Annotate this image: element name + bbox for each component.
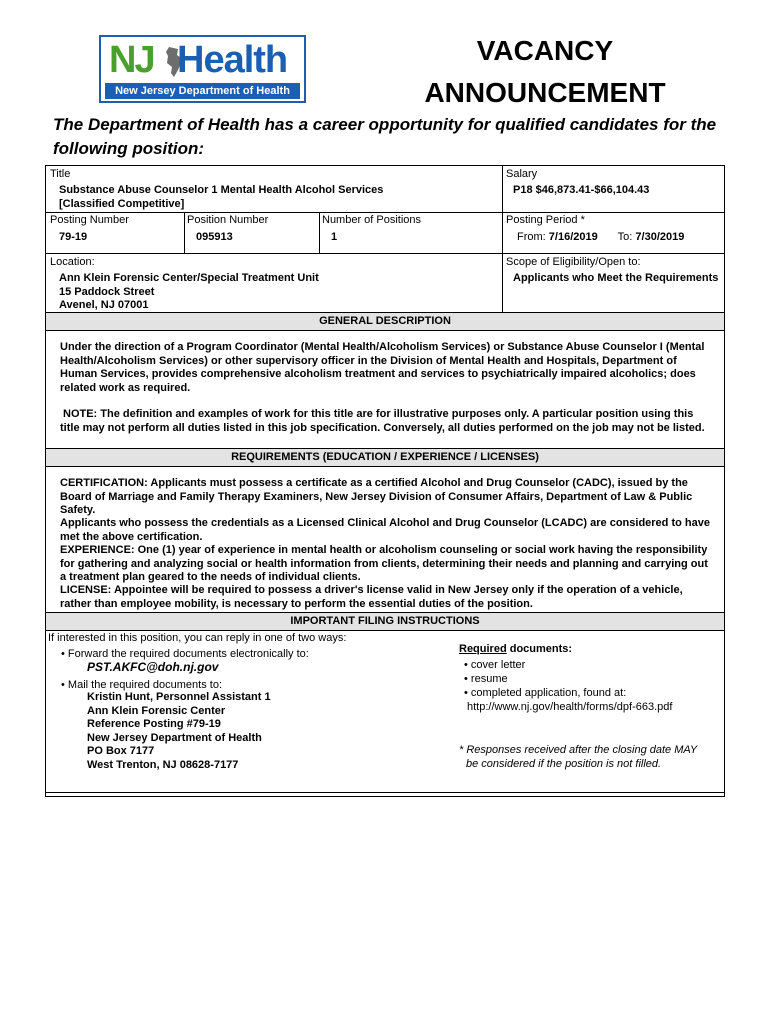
intro-text: The Department of Health has a career opportunity for qualified candidates for the following position:: [53, 115, 717, 158]
document-application: completed application, found at:: [470, 686, 627, 699]
logo-subtitle: New Jersey Department of Health: [105, 83, 300, 99]
to-label: To:: [617, 231, 633, 243]
salary-cell: [506, 167, 721, 198]
title-line-2: ANNOUNCEMENT: [424, 77, 666, 108]
general-note-text: [60, 408, 715, 435]
required-suffix: documents:: [506, 643, 573, 655]
filing-intro: If interested in this position, you can reply in one of two ways:: [48, 632, 347, 644]
title-value: Substance Abuse Counselor 1 Mental Health Alcohol Services: [59, 184, 384, 196]
posting-period-label: Posting Period *: [506, 214, 585, 226]
document-item: [464, 672, 721, 686]
scope-label: Scope of Eligibility/Open to:: [506, 256, 641, 268]
divider: [319, 212, 320, 253]
title-cell: [50, 167, 500, 211]
page-title: [400, 30, 690, 114]
location-cell: [50, 255, 495, 313]
address-line: Kristin Hunt, Personnel Assistant 1: [87, 691, 271, 703]
certification-text: CERTIFICATION: Applicants must possess a certificate as a certified Alcohol and Drug Counselor (CADC), issued by the Board of Marriage and Family Therapy Examiners, New Jersey Division of Consumer Affairs, Department of Law & Public Safety.: [60, 477, 693, 516]
location-line-3: Avenel, NJ 07001: [59, 299, 149, 311]
location-line-2: 15 Paddock Street: [59, 285, 155, 298]
address-line: Ann Klein Forensic Center: [87, 704, 226, 717]
salary-value: P18 $46,873.41-$66,104.43: [513, 184, 650, 196]
posting-number-value: 79-19: [59, 231, 88, 243]
num-positions-value: 1: [331, 231, 338, 243]
option-2-label: Mail the required documents to:: [67, 679, 223, 691]
scope-cell: [506, 255, 721, 286]
mailing-address: [87, 691, 417, 772]
logo-nj-text: NJ: [109, 39, 154, 81]
address-line: Reference Posting #79-19: [87, 718, 221, 730]
location-line-1: Ann Klein Forensic Center/Special Treatment Unit: [59, 272, 319, 284]
footnote-line-1: * Responses received after the closing date MAY: [459, 743, 698, 756]
posting-number-label: Posting Number: [50, 214, 129, 226]
to-date: 7/30/2019: [635, 231, 685, 243]
num-positions-label: Number of Positions: [322, 214, 422, 226]
license-text: LICENSE: Appointee will be required to possess a driver's license valid in New Jersey only if the operation of a vehicle, rather than employee mobility, is necessary to perform the essential duties of the position.: [60, 584, 683, 610]
address-line: New Jersey Department of Health: [87, 731, 262, 744]
num-positions-cell: [322, 213, 497, 245]
lcadc-text: Applicants who possess the credentials as a Licensed Clinical Alcohol and Drug Counselor (LCADC) are considered to have met the above certification.: [60, 517, 710, 543]
from-date: 7/16/2019: [548, 231, 598, 243]
posting-period-cell: [506, 213, 721, 244]
experience-text: EXPERIENCE: One (1) year of experience in mental health or alcoholism counseling or social work having the responsibility for gathering and analyzing social or health information from clients, determining their needs and planning and carrying out a treatment plan geared to the needs of individual clients.: [60, 544, 708, 583]
general-description-header: GENERAL DESCRIPTION: [46, 312, 724, 331]
divider: [184, 212, 185, 253]
divider: [46, 792, 724, 793]
title-line-1: VACANCY: [476, 35, 614, 66]
general-description-text: Under the direction of a Program Coordinator (Mental Health/Alcoholism Services) or Substance Abuse Counselor I (Mental Health/Alcoholism Services) or other supervisory officer in the Division of Mental Health and Hospitals, Department of Human Services, provides comprehensive alcoholism treatment and services to psychiatrically impaired alcoholics; does related work as required.: [60, 341, 705, 394]
address-line: West Trenton, NJ 08628-7177: [87, 758, 239, 771]
application-url[interactable]: http://www.nj.gov/health/forms/dpf-663.pdf: [467, 700, 673, 713]
title-label: Title: [50, 168, 71, 180]
requirements-header: REQUIREMENTS (EDUCATION / EXPERIENCE / LICENSES): [46, 448, 724, 467]
document-resume: resume: [470, 672, 508, 685]
nj-health-logo: [99, 35, 306, 103]
filing-header: IMPORTANT FILING INSTRUCTIONS: [46, 612, 724, 631]
filing-email[interactable]: PST.AKFC@doh.nj.gov: [87, 660, 219, 674]
salary-label: Salary: [506, 168, 538, 180]
title-class: [Classified Competitive]: [59, 197, 185, 210]
document-cover-letter: cover letter: [470, 658, 526, 671]
option-1-text: [61, 647, 421, 661]
note-text: NOTE: The definition and examples of work for this title are for illustrative purposes only. A particular position using this title may not perform all duties listed in this job specification. Conversely, all duties performed on the job may not be listed.: [60, 408, 705, 434]
divider: [46, 253, 724, 254]
vacancy-form: [45, 165, 725, 797]
logo-health-text: Health: [177, 39, 288, 81]
address-line: PO Box 7177: [87, 745, 155, 757]
required-documents: [459, 643, 721, 771]
required-word: Required: [459, 643, 507, 655]
position-number-cell: [187, 213, 317, 245]
required-documents-title: [459, 643, 721, 657]
from-label: From:: [517, 231, 546, 243]
document-item: [464, 658, 721, 672]
scope-value: Applicants who Meet the Requirements: [513, 272, 719, 284]
option-1-label: Forward the required documents electronically to:: [67, 648, 309, 660]
document-item: [464, 686, 721, 700]
location-label: Location:: [50, 256, 95, 268]
posting-period-dates: [517, 230, 721, 244]
logo-wordmark: [107, 39, 302, 81]
footnote-line-2: be considered if the position is not filled.: [466, 757, 662, 770]
option-2-text: [61, 678, 421, 692]
divider: [502, 166, 503, 313]
position-number-label: Position Number: [187, 214, 269, 226]
posting-number-cell: [50, 213, 180, 245]
position-number-value: 095913: [196, 231, 233, 243]
